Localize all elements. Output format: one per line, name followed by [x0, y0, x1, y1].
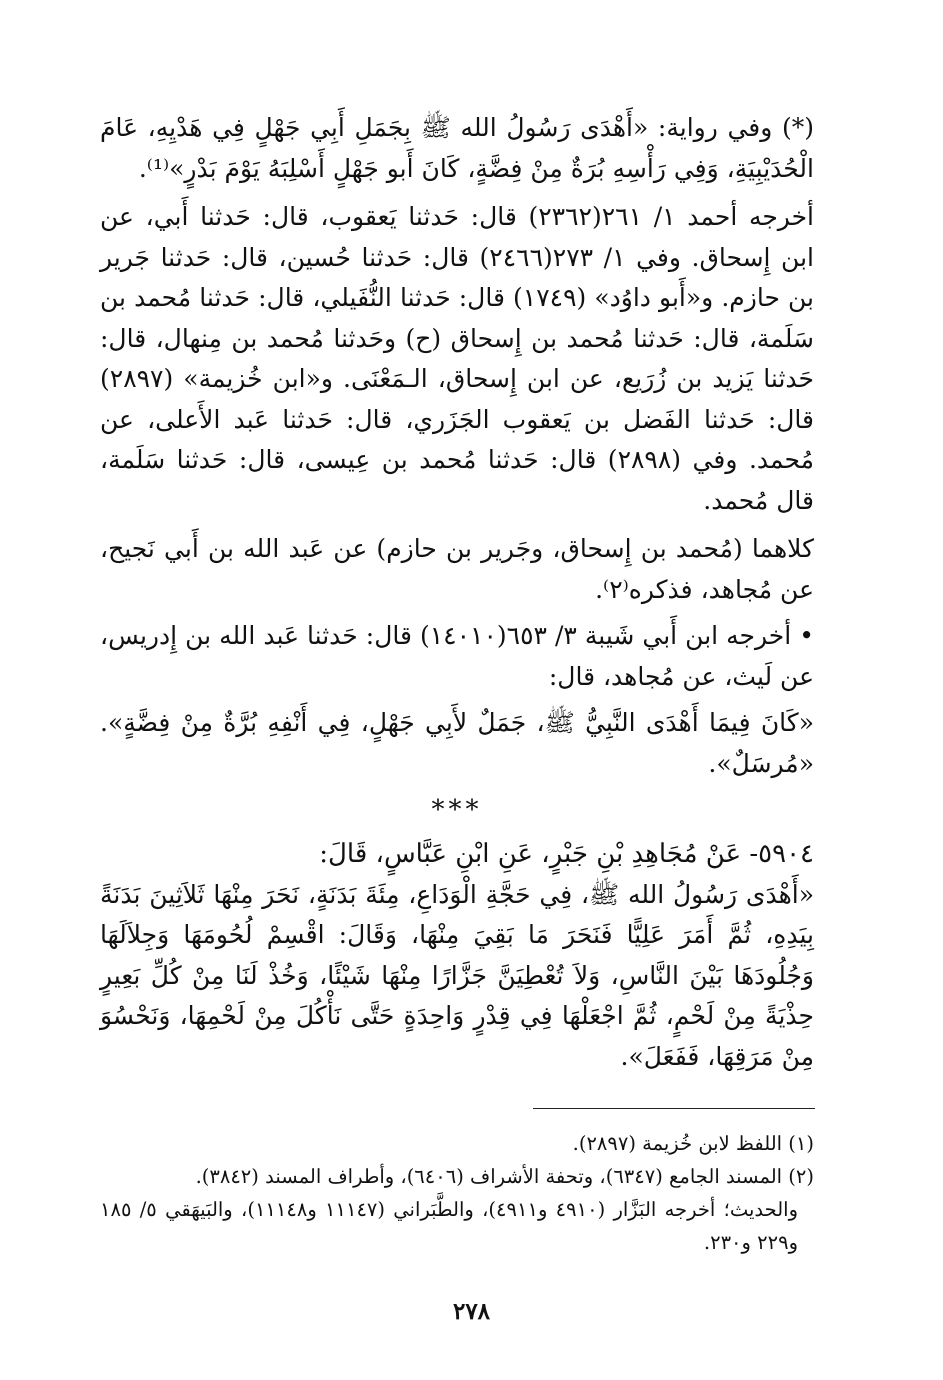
hadith-text: «أَهْدَى رَسُولُ الله ﷺ، فِي حَجَّةِ الْوَدَاعِ، مِئَةَ بَدَنَةٍ، نَحَرَ مِنْهَا ثَلاَثِينَ بَدَنَةً بِيَدِهِ، ثُمَّ أَمَرَ عَلِيًّا فَنَحَرَ مَا بَقِيَ مِنْهَا، وَقَالَ: اقْسِمْ لُحُومَهَا وَجِلاَلَهَا وَجُلُودَهَا بَيْنَ النَّاسِ، وَلاَ تُعْطِيَنَّ جَزَّارًا مِنْهَا شَيْئًا، وَخُذْ لَنَا مِنْ كُلِّ بَعِيرٍ حِذْيَةً مِنْ لَحْمٍ، ثُمَّ اجْعَلْهَا فِي قِدْرٍ وَاحِدَةٍ حَتَّى نَأْكُلَ مِنْ لَحْمِهَا، وَنَحْسُوَ مِنْ مَرَقِهَا، فَفَعَلَ».: [100, 879, 814, 1071]
footnote-divider: [533, 1108, 815, 1109]
hadith-heading: ٥٩٠٤- عَنْ مُجَاهِدِ بْنِ جَبْرٍ، عَنِ ابْنِ عَبَّاسٍ، قَالَ:: [319, 839, 814, 869]
paragraph-variant-narration: (*) وفي رواية: «أَهْدَى رَسُولُ الله ﷺ بِجَمَلِ أَبِي جَهْلٍ فِي هَدْيِهِ، عَامَ الْحُدَيْبِيَةِ، وَفِي رَأْسِهِ بُرَةٌ مِنْ فِضَّةٍ، كَانَ أَبو جَهْلٍ أَسْلِبَهُ يَوْمَ بَدْرٍ»⁽¹⁾.: [100, 113, 814, 183]
paragraph-ibn-abi-shaybah: • أخرجه ابن أَبي شَيبة ٣/ ٦٥٣(١٤٠١٠) قال: حَدثنا عَبد الله بن إِدريس، عن لَيث، عن مُجاهد، قال:: [100, 621, 814, 691]
page-body: [100, 108, 814, 1077]
paragraph-mursal-text: «كَانَ فِيمَا أَهْدَى النَّبِيُّ ﷺ، جَمَلٌ لأَبِي جَهْلٍ، فِي أَنْفِهِ بُرَّةٌ مِنْ فِضَّةٍ». «مُرسَلٌ».: [100, 708, 814, 778]
page-number: ٢٧٨: [452, 1298, 491, 1325]
footnote-2: (٢) المسند الجامع (٦٣٤٧)، وتحفة الأشراف (٦٤٠٦)، وأطراف المسند (٣٨٤٢).: [195, 1165, 814, 1188]
paragraph-both-chains: كلاهما (مُحمد بن إِسحاق، وجَرير بن حازم) عن عَبد الله بن أَبي نَجيح، عن مُجاهد، فذكره⁽٢⁾.: [100, 534, 814, 604]
footnotes: [100, 1127, 814, 1259]
footnote-1: (١) اللفظ لابن خُزيمة (٢٨٩٧).: [572, 1132, 814, 1155]
paragraph-takhrij-ahmad: أخرجه أحمد ١/ ٢٦١(٢٣٦٢) قال: حَدثنا يَعقوب، قال: حَدثنا أَبي، عن ابن إِسحاق. وفي ١/ ٢٧٣(٢٤٦٦) قال: حَدثنا حُسين، قال: حَدثنا جَرير بن حازم. و«أَبو داوُد» (١٧٤٩) قال: حَدثنا النُّفَيلي، قال: حَدثنا مُحمد بن سَلَمة، قال: حَدثنا مُحمد بن إِسحاق (ح) وحَدثنا مُحمد بن مِنهال، قال: حَدثنا يَزيد بن زُرَيع، عن ابن إِسحاق، الـمَعْنَى. و«ابن خُزيمة» (٢٨٩٧) قال: حَدثنا الفَضل بن يَعقوب الجَزَري، قال: حَدثنا عَبد الأَعلى، عن مُحمد. وفي (٢٨٩٨) قال: حَدثنا مُحمد بن عِيسى، قال: حَدثنا سَلَمة، قال مُحمد.: [100, 202, 815, 515]
footnote-2-continuation: والحديث؛ أخرجه البَزَّار (٤٩١٠ و٤٩١١)، والطَّبَراني (١١١٤٧ و١١١٤٨)، والبَيهَقي ٥/ ١٨٥ و٢٢٩ و٢٣٠.: [100, 1198, 799, 1254]
section-separator: ***: [431, 795, 483, 825]
